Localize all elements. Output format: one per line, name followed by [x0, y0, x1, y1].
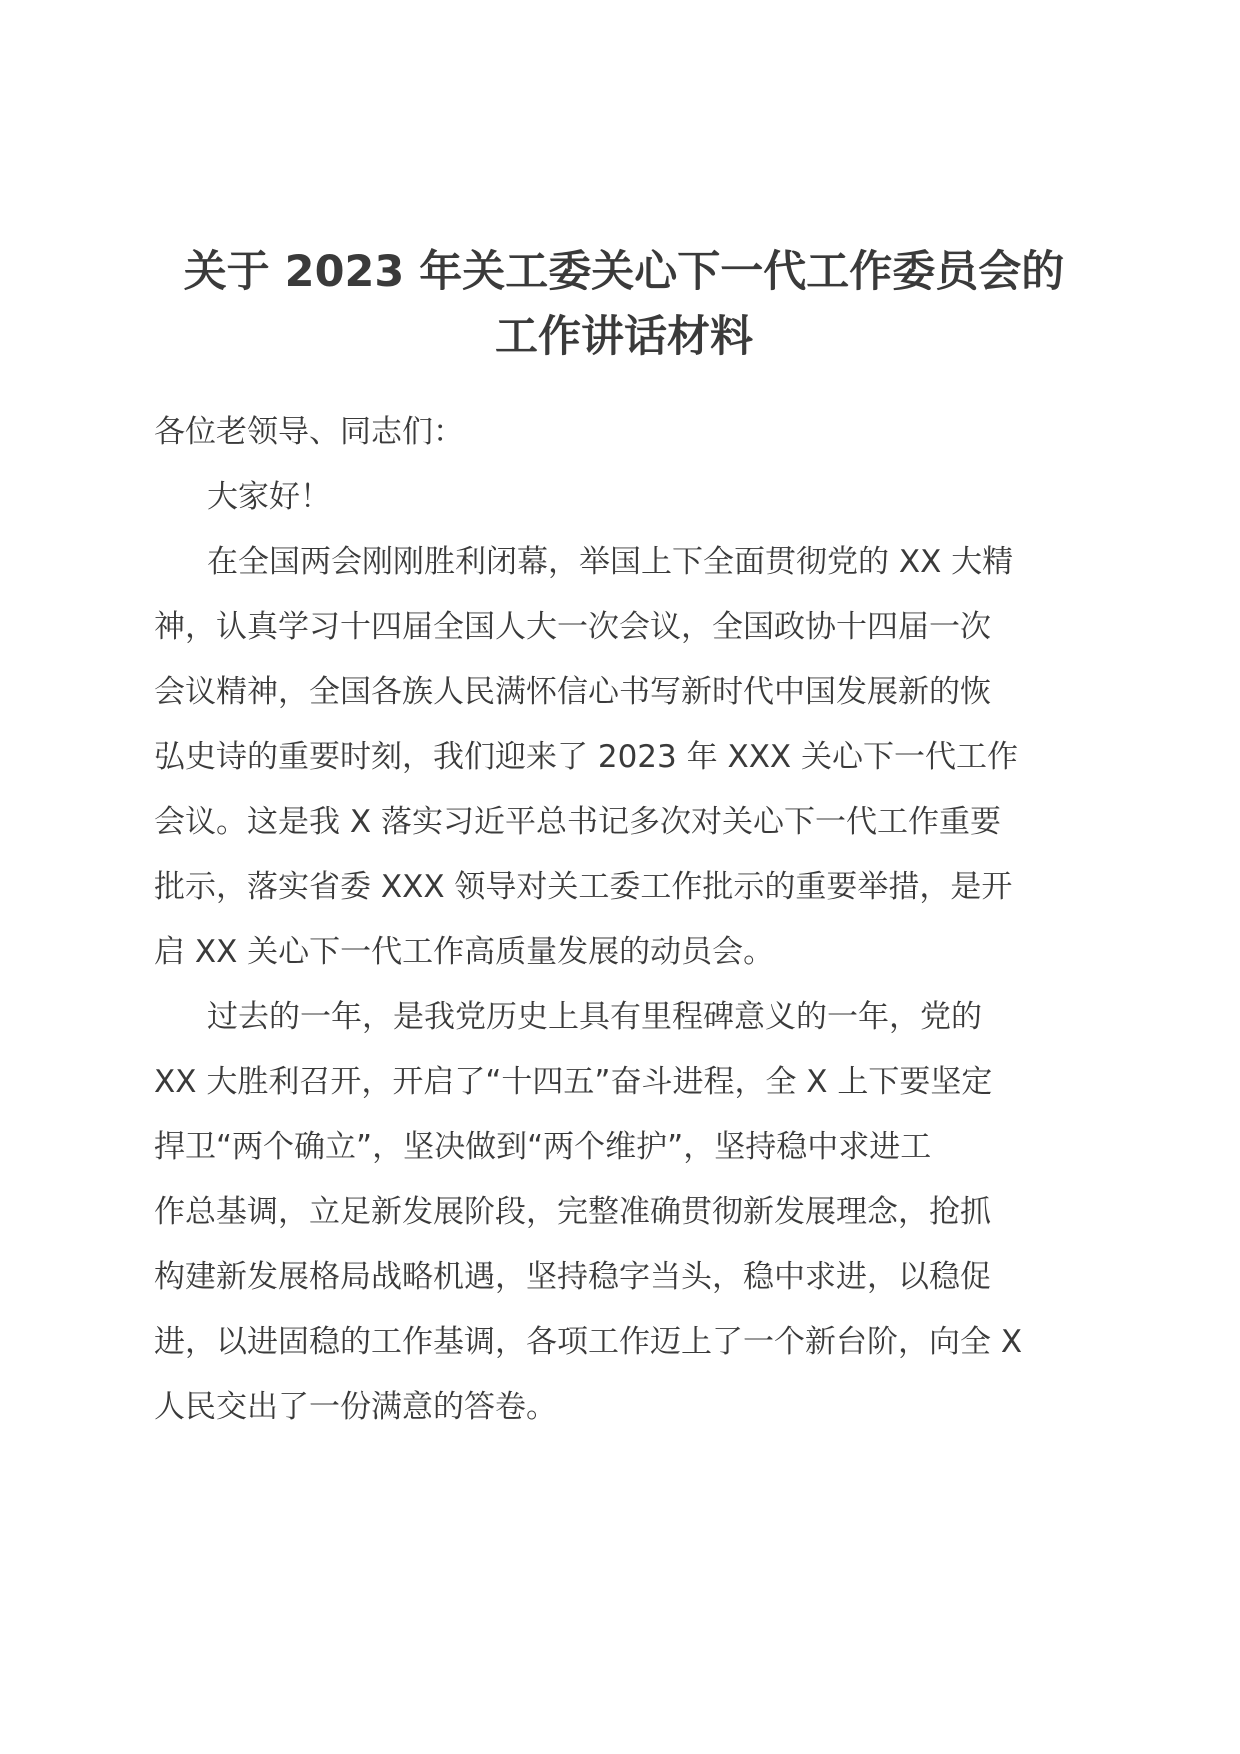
paragraph-2: [154, 985, 1094, 1440]
paragraph-line: 批示，落实省委 XXX 领导对关工委工作批示的重要举措，是开: [154, 869, 1013, 905]
paragraph-line: 启 XX 关心下一代工作高质量发展的动员会。: [154, 934, 775, 970]
title-line-1: 关于 2023 年关工委关心下一代工作委员会的: [183, 247, 1065, 297]
salutation: 各位老领导、同志们：: [154, 414, 464, 450]
paragraph-line: 作总基调，立足新发展阶段，完整准确贯彻新发展理念，抢抓: [154, 1194, 991, 1230]
paragraph-line: 会议。这是我 X 落实习近平总书记多次对关心下一代工作重要: [154, 804, 1001, 840]
document-title: [154, 240, 1094, 370]
paragraph-line: 弘史诗的重要时刻，我们迎来了 2023 年 XXX 关心下一代工作: [154, 739, 1019, 775]
title-line-2: 工作讲话材料: [495, 312, 753, 362]
paragraph-line: XX 大胜利召开，开启了“十四五”奋斗进程，全 X 上下要坚定: [154, 1064, 993, 1100]
paragraph-1: [154, 530, 1094, 985]
paragraph-line: 构建新发展格局战略机遇，坚持稳字当头，稳中求进，以稳促: [154, 1259, 991, 1295]
paragraph-line: 在全国两会刚刚胜利闭幕，举国上下全面贯彻党的 XX 大精: [207, 544, 1014, 580]
paragraph-line: 捍卫“两个确立”，坚决做到“两个维护”，坚持稳中求进工: [154, 1129, 932, 1165]
paragraph-line: 人民交出了一份满意的答卷。: [154, 1389, 557, 1425]
document-body: [154, 400, 1094, 1440]
paragraph-line: 过去的一年，是我党历史上具有里程碑意义的一年，党的: [207, 999, 982, 1035]
paragraph-line: 会议精神，全国各族人民满怀信心书写新时代中国发展新的恢: [154, 674, 991, 710]
greeting: 大家好！: [207, 479, 331, 515]
paragraph-line: 进，以进固稳的工作基调，各项工作迈上了一个新台阶，向全 X: [154, 1324, 1023, 1360]
paragraph-line: 神，认真学习十四届全国人大一次会议，全国政协十四届一次: [154, 609, 991, 645]
